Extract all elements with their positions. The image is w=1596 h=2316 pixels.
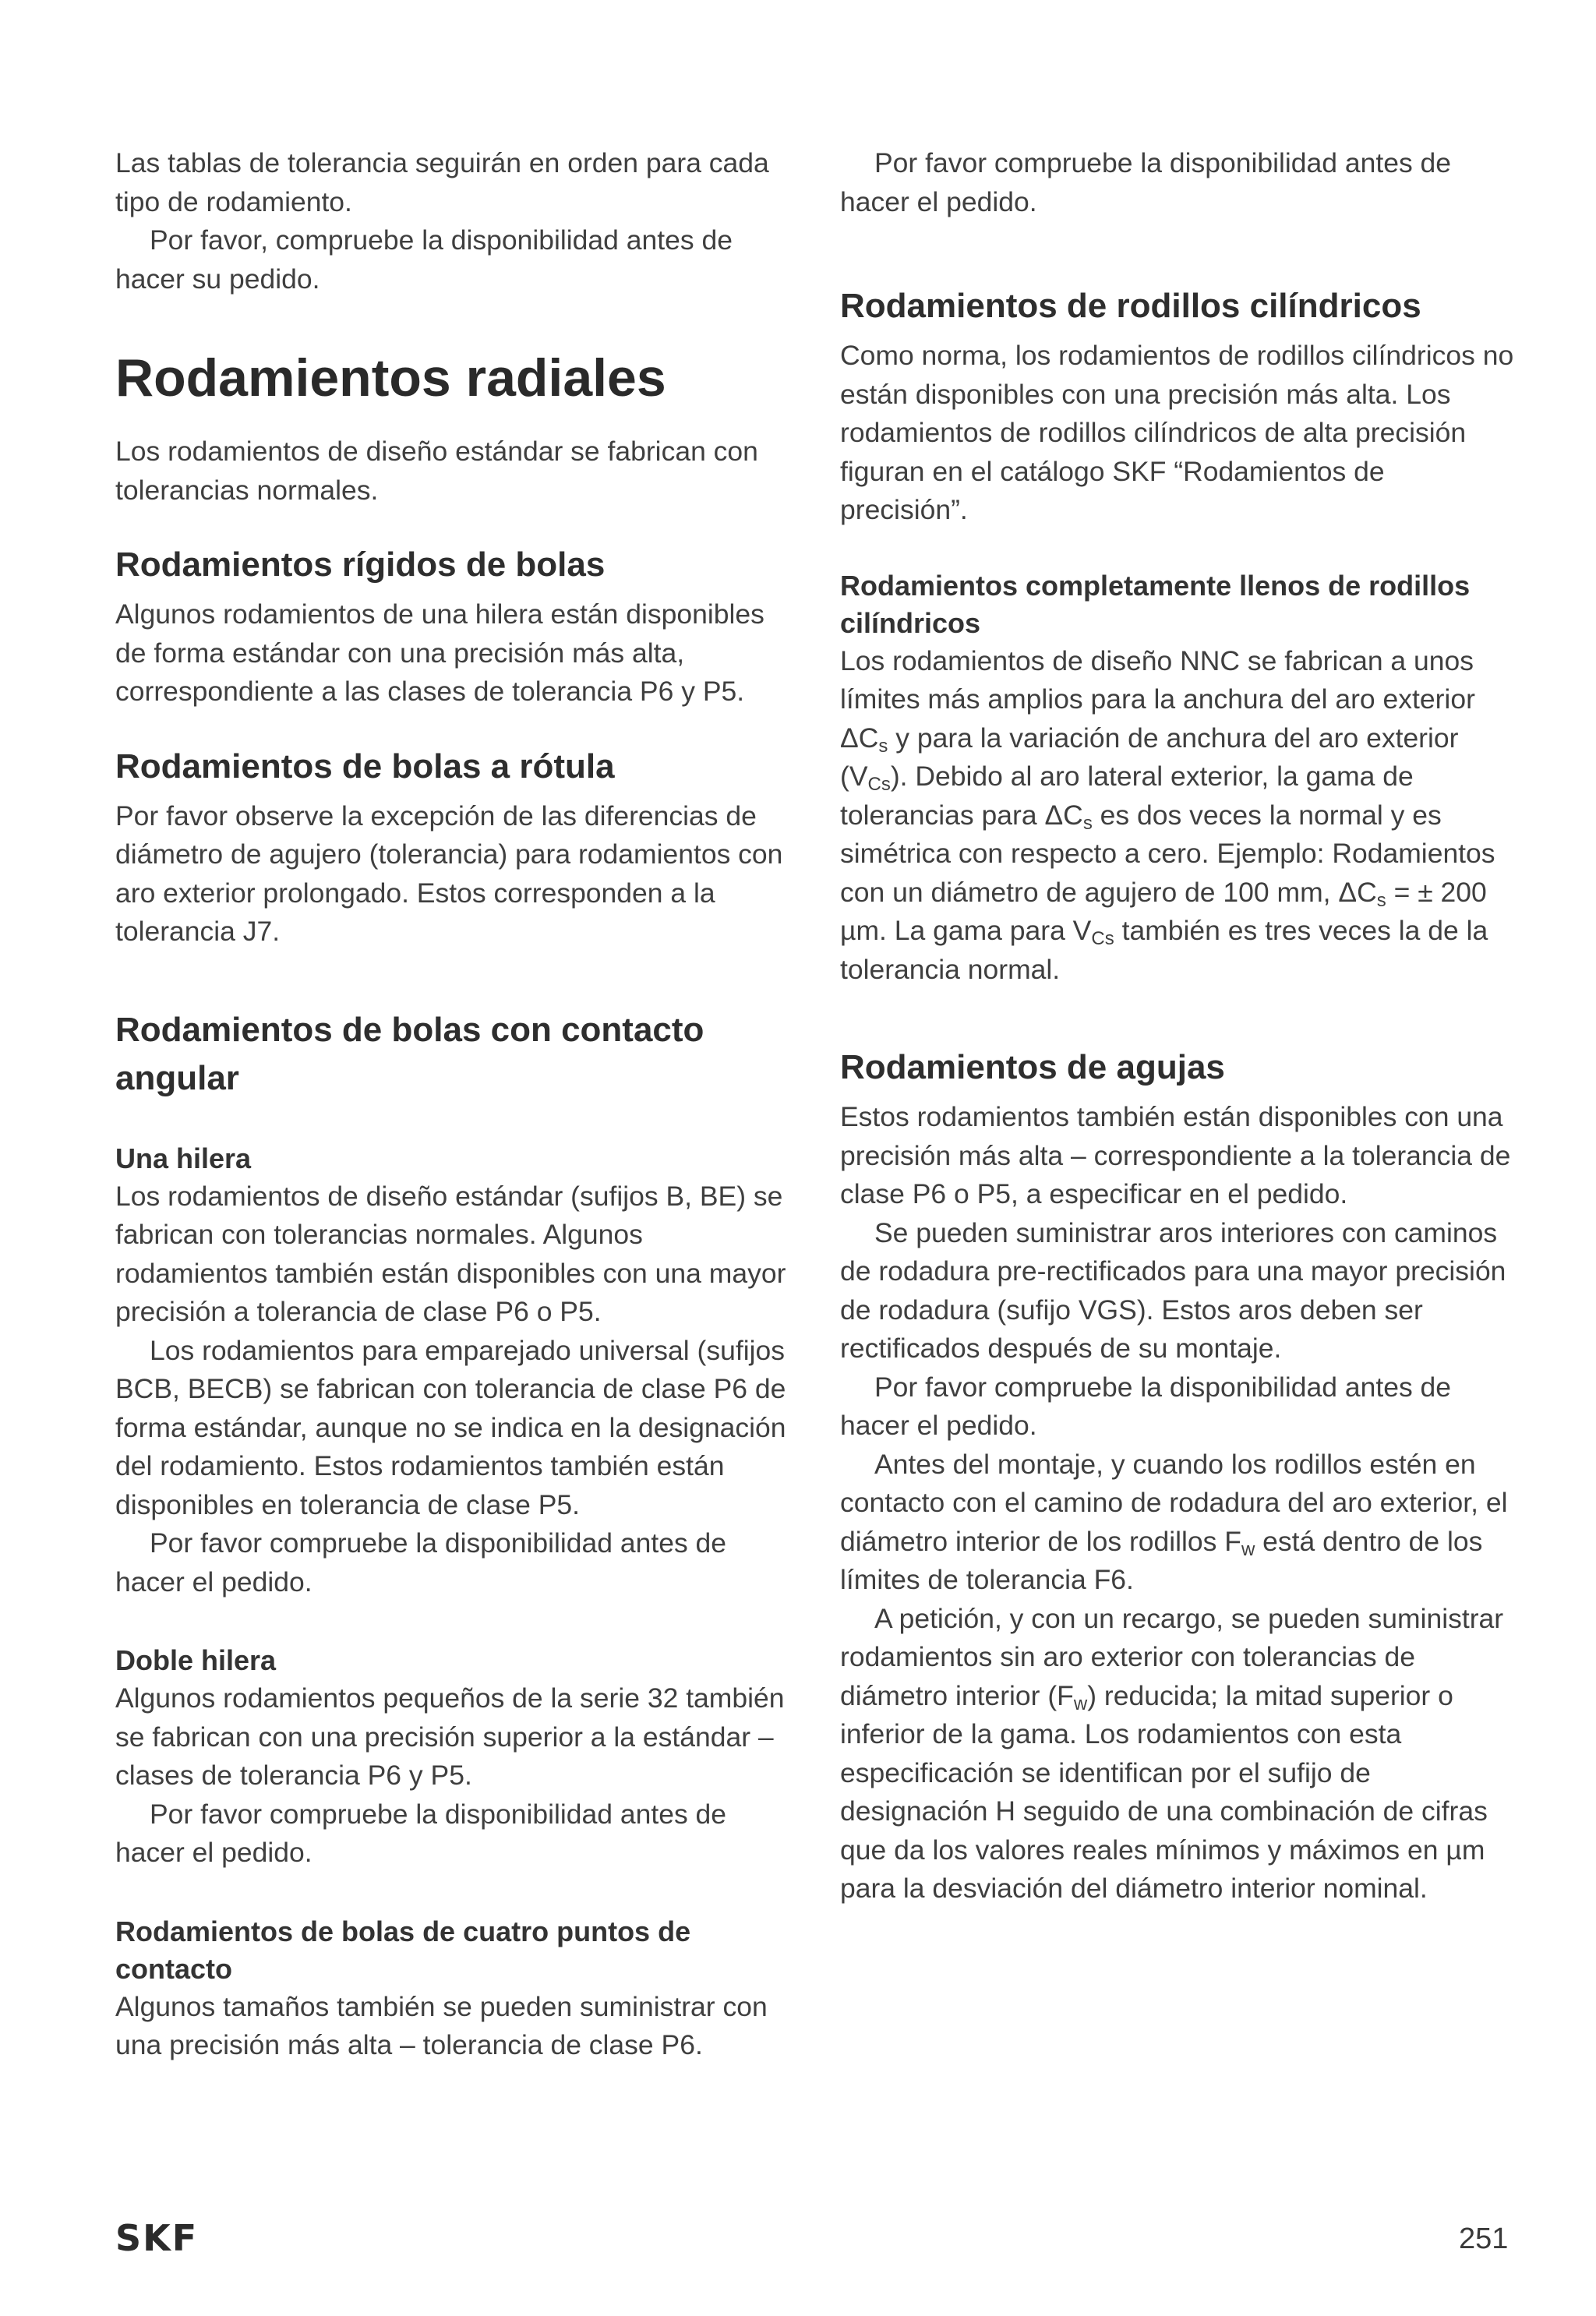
doble-hilera-text-1: Algunos rodamientos pequeños de la serie 32 también se fabrican con una precisión superior a la estándar – clases de tolerancia P6 y P5. [115, 1682, 785, 1791]
subheading-una-hilera: Una hilera [115, 1142, 252, 1174]
availability-note-right: Por favor compruebe la disponibilidad antes de hacer el pedido. [840, 147, 1452, 217]
page-number: 251 [1459, 2222, 1509, 2255]
una-hilera-text-2: Los rodamientos para emparejado universal (sufijos BCB, BECB) se fabrican con tolerancia de clase P6 de forma estándar, aunque no se indica en la designación del rodamiento. Estos rodamientos también están disponibles en tolerancia de clase P5. [115, 1334, 786, 1520]
una-hilera-text-1: Los rodamientos de diseño estándar (sufijos B, BE) se fabrican con tolerancias normales. Algunos rodamientos también están disponibles con una mayor precisión a tolerancia de clase P6 o P5. [115, 1180, 786, 1327]
heading-rigidos: Rodamientos rígidos de bolas [115, 545, 606, 584]
doble-hilera-text-2: Por favor compruebe la disponibilidad antes de hacer el pedido. [115, 1798, 727, 1868]
cuatro-puntos-text: Algunos tamaños también se pueden suministrar con una precisión más alta – tolerancia de clase P6. [115, 1990, 768, 2060]
section-title-radiales: Rodamientos radiales [115, 348, 666, 408]
subheading-doble-hilera: Doble hilera [115, 1644, 277, 1676]
availability-note: Por favor, compruebe la disponibilidad antes de hacer su pedido. [115, 224, 733, 295]
completamente-llenos-text: Los rodamientos de diseño NNC se fabrican a unos límites más amplios para la anchura del aro exterior $\Delta C_s$ y para la variación de anchura del aro exterior $(V_{Cs})$. Debido al aro lateral exterior, la gama de tolerancias para $\Delta C_s$ es dos veces la normal y es simétrica con respecto a cero. Ejemplo: Rodamientos con un diámetro de agujero de 100 mm, $\Delta C_s$ = ± 200 µm. La gama para $V_{Cs}$ también es tres veces la de la tolerancia normal. [840, 644, 1495, 985]
radiales-description: Los rodamientos de diseño estándar se fabrican con tolerancias normales. [115, 436, 758, 506]
skf-logo: SKF [115, 2217, 199, 2259]
right-column [840, 144, 1518, 1908]
agujas-text-1: Estos rodamientos también están disponibles con una precisión más alta – correspondiente a la tolerancia de clase P6 o P5, a especificar en el pedido. [840, 1101, 1511, 1209]
subheading-completamente-llenos: Rodamientos completamente llenos de rodillos cilíndricos [840, 569, 1471, 639]
heading-contacto-angular: Rodamientos de bolas con contacto angular [115, 1010, 704, 1097]
una-hilera-text-3: Por favor compruebe la disponibilidad antes de hacer el pedido. [115, 1527, 727, 1598]
subheading-cuatro-puntos: Rodamientos de bolas de cuatro puntos de contacto [115, 1915, 691, 1985]
rotula-text: Por favor observe la excepción de las diferencias de diámetro de agujero (tolerancia) para rodamientos con aro exterior prolongado. Estos corresponden a la tolerancia J7. [115, 800, 783, 947]
cilindricos-text: Como norma, los rodamientos de rodillos cilíndricos no están disponibles con una precisión más alta. Los rodamientos de rodillos cilíndricos de alta precisión figuran en el catálogo SKF “Rodamientos de precisión”. [840, 340, 1514, 525]
heading-rotula: Rodamientos de bolas a rótula [115, 747, 615, 786]
intro-paragraph: Las tablas de tolerancia seguirán en orden para cada tipo de rodamiento. [115, 147, 769, 217]
left-column [115, 144, 793, 2065]
rigidos-text: Algunos rodamientos de una hilera están disponibles de forma estándar con una precisión más alta, correspondiente a las clases de tolerancia P6 y P5. [115, 598, 764, 707]
agujas-text-3: Por favor compruebe la disponibilidad antes de hacer el pedido. [840, 1371, 1452, 1441]
heading-agujas: Rodamientos de agujas [840, 1048, 1225, 1086]
agujas-text-5: A petición, y con un recargo, se pueden suministrar rodamientos sin aro exterior con tolerancias de diámetro interior $(F_w)$ reducida; la mitad superior o inferior de la gama. Los rodamientos con esta especificación se identifican por el sufijo de designación H seguido de una combinación de cifras que da los valores reales mínimos y máximos en µm para la desviación del diámetro interior nominal. [840, 1602, 1504, 1904]
heading-cilindricos: Rodamientos de rodillos cilíndricos [840, 287, 1421, 325]
agujas-text-2: Se pueden suministrar aros interiores con caminos de rodadura pre-rectificados para una mayor precisión de rodadura (sufijo VGS). Estos aros deben ser rectificados después de su montaje. [840, 1216, 1506, 1364]
agujas-text-4: Antes del montaje, y cuando los rodillos estén en contacto con el camino de rodadura del aro exterior, el diámetro interior de los rodillos $F_w$ está dentro de los límites de tolerancia F6. [840, 1448, 1508, 1595]
